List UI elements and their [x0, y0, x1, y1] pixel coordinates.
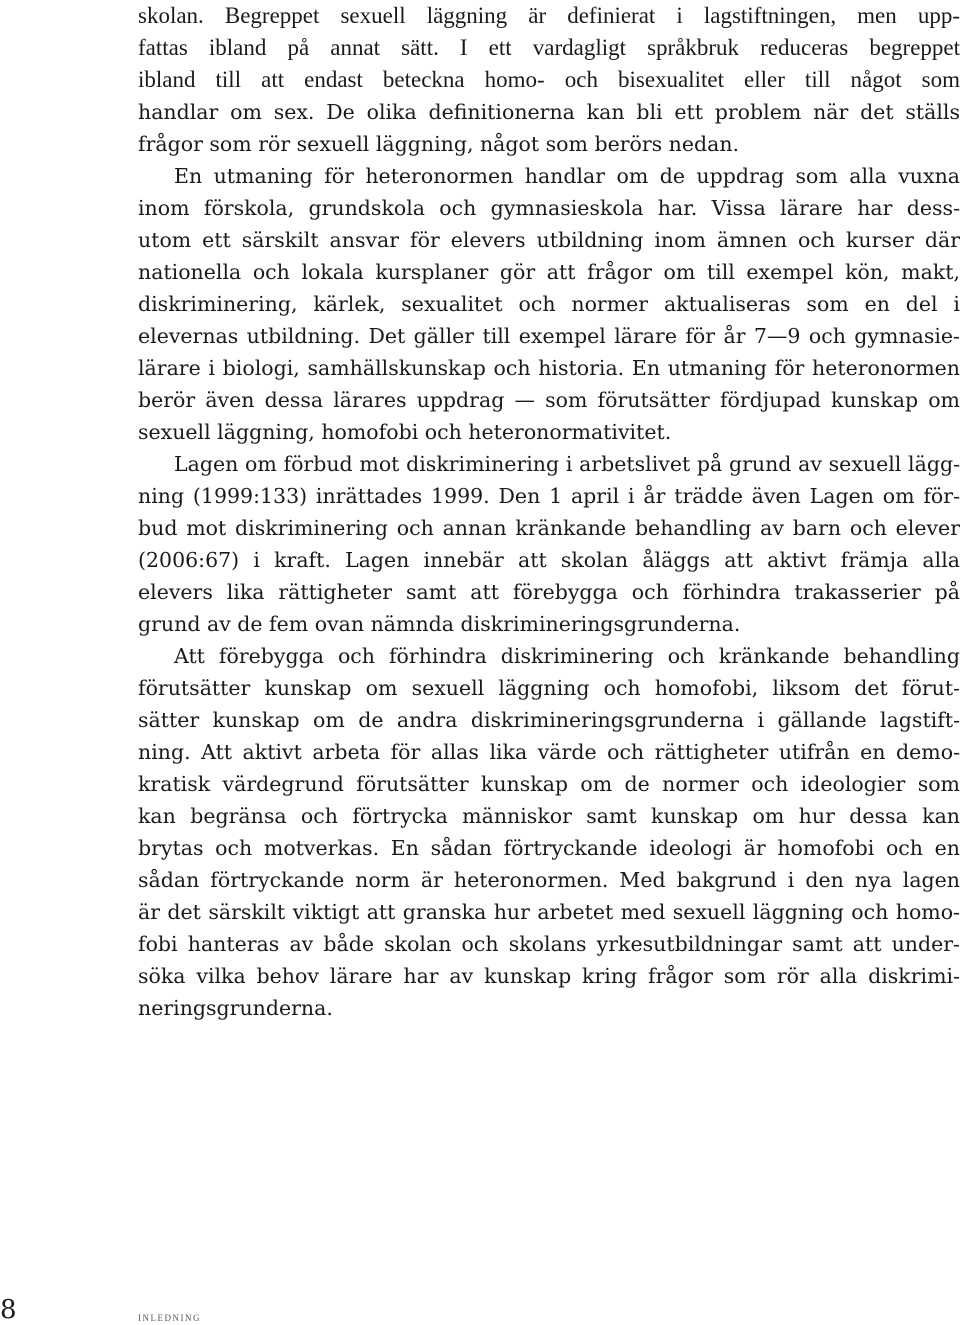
text-line: grund av de fem ovan nämnda diskrimineringsgrunderna.: [138, 612, 741, 636]
running-footer-section-title: inledning: [138, 1309, 201, 1324]
text-line: skolan. Begreppet sexuell läggning är definierat i lagstiftningen, men upp-: [138, 3, 960, 28]
text-line: bud mot diskriminering och annan kränkande behandling av barn och elever: [138, 516, 960, 540]
text-line: elevers lika rättigheter samt att förebygga och förhindra trakasserier på: [138, 580, 960, 604]
text-line: handlar om sex. De olika definitionerna kan bli ett problem när det ställs: [138, 100, 960, 124]
text-line: elevernas utbildning. Det gäller till exempel lärare för år 7—9 och gymnasie-: [138, 324, 960, 348]
text-line: söka vilka behov lärare har av kunskap kring frågor som rör alla diskrimi-: [138, 964, 960, 988]
text-line: fattas ibland på annat sätt. I ett vardagligt språkbruk reduceras begreppet: [138, 35, 960, 60]
text-line: (2006:67) i kraft. Lagen innebär att skolan åläggs att aktivt främja alla: [138, 548, 960, 572]
text-line: lärare i biologi, samhällskunskap och historia. En utmaning för heteronormen: [138, 356, 960, 380]
text-line: frågor som rör sexuell läggning, något som berörs nedan.: [138, 132, 740, 156]
text-line: fobi hanteras av både skolan och skolans yrkesutbildningar samt att under-: [138, 932, 960, 956]
paragraph: [138, 640, 960, 1024]
text-line: neringsgrunderna.: [138, 996, 333, 1020]
text-line: är det särskilt viktigt att granska hur arbetet med sexuell läggning och homo-: [138, 900, 960, 924]
text-line: brytas och motverkas. En sådan förtryckande ideologi är homofobi och en: [138, 836, 960, 860]
text-line: berör även dessa lärares uppdrag — som förutsätter fördjupad kunskap om: [138, 388, 960, 412]
text-line: Lagen om förbud mot diskriminering i arbetslivet på grund av sexuell lägg-: [174, 452, 960, 476]
text-line: inom förskola, grundskola och gymnasieskola har. Vissa lärare har dess-: [138, 196, 960, 220]
text-line: ning (1999:133) inrättades 1999. Den 1 april i år trädde även Lagen om för-: [138, 484, 960, 508]
text-line: kratisk värdegrund förutsätter kunskap om de normer och ideologier som: [138, 772, 960, 796]
paragraph: [138, 448, 960, 640]
text-line: Att förebygga och förhindra diskriminering och kränkande behandling: [174, 644, 960, 668]
text-line: diskriminering, kärlek, sexualitet och normer aktualiseras som en del i: [138, 292, 960, 316]
paragraph: [138, 160, 960, 448]
text-line: sådan förtryckande norm är heteronormen. Med bakgrund i den nya lagen: [138, 868, 960, 892]
body-text: [138, 0, 960, 1024]
text-line: sätter kunskap om de andra diskrimineringsgrunderna i gällande lagstift-: [138, 708, 960, 732]
paragraph: [138, 0, 960, 160]
page-number: 8: [0, 1295, 17, 1325]
text-line: förutsätter kunskap om sexuell läggning och homofobi, liksom det förut-: [138, 676, 960, 700]
text-line: utom ett särskilt ansvar för elevers utbildning inom ämnen och kurser där: [138, 228, 960, 252]
text-line: nationella och lokala kursplaner gör att frågor om till exempel kön, makt,: [138, 260, 960, 284]
text-line: kan begränsa och förtrycka människor samt kunskap om hur dessa kan: [138, 804, 960, 828]
text-line: sexuell läggning, homofobi och heteronormativitet.: [138, 420, 672, 444]
text-line: ibland till att endast beteckna homo- och bisexualitet eller till något som: [138, 67, 960, 92]
text-line: ning. Att aktivt arbeta för allas lika värde och rättigheter utifrån en demo-: [138, 740, 960, 764]
text-line: En utmaning för heteronormen handlar om de uppdrag som alla vuxna: [174, 164, 960, 188]
